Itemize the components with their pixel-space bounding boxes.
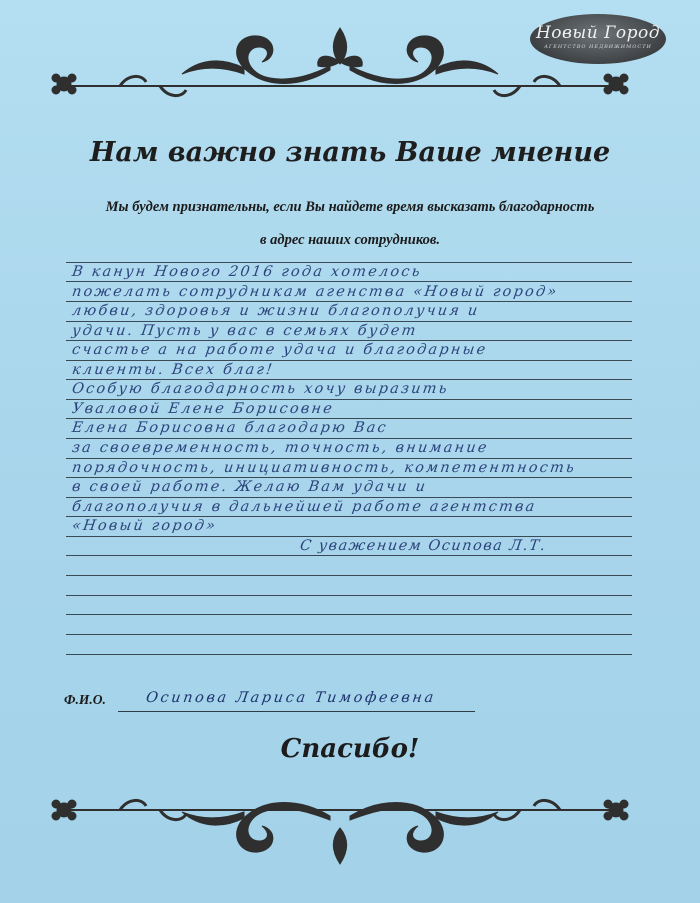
rule-line bbox=[66, 595, 632, 596]
rule-line bbox=[66, 516, 632, 517]
rule-line bbox=[66, 281, 632, 282]
company-logo bbox=[530, 14, 666, 64]
rule-line bbox=[66, 634, 632, 635]
rule-line bbox=[66, 321, 632, 322]
thanks-text: Спасибо! bbox=[280, 734, 420, 764]
rule-line bbox=[66, 399, 632, 400]
rule-line bbox=[66, 654, 632, 655]
handwritten-line: Особую благодарность хочу выразить bbox=[70, 381, 450, 397]
bottom-ornament bbox=[30, 780, 650, 870]
rule-line bbox=[66, 536, 632, 537]
handwritten-line: благополучия в дальнейшей работе агентства bbox=[70, 499, 538, 515]
rule-line bbox=[66, 497, 632, 498]
handwritten-line: любви, здоровья и жизни благополучия и bbox=[70, 303, 481, 319]
handwritten-line: В канун Нового 2016 года хотелось bbox=[70, 264, 423, 280]
handwritten-line: Уваловой Елене Борисовне bbox=[70, 401, 336, 417]
handwritten-line: клиенты. Всех благ! bbox=[70, 362, 276, 378]
rule-line bbox=[66, 262, 632, 263]
fio-value: Осипова Лариса Тимофеевна bbox=[144, 690, 437, 706]
rule-line bbox=[66, 301, 632, 302]
handwritten-line: счастье а на работе удача и благодарные bbox=[70, 342, 489, 358]
rule-line bbox=[66, 438, 632, 439]
rule-line bbox=[66, 555, 632, 556]
rule-line bbox=[66, 458, 632, 459]
handwritten-line: за своевременность, точность, внимание bbox=[70, 440, 490, 456]
subtitle-line-2: в адрес наших сотрудников. bbox=[260, 232, 440, 248]
logo-name: Новый Город bbox=[535, 23, 661, 43]
handwritten-line: Елена Борисовна благодарю Вас bbox=[70, 420, 389, 436]
rule-line bbox=[66, 340, 632, 341]
rule-line bbox=[66, 614, 632, 615]
signature-line: С уважением Осипова Л.Т. bbox=[298, 538, 548, 554]
handwritten-line: «Новый город» bbox=[70, 518, 219, 534]
subtitle-line-1: Мы будем признательны, если Вы найдете время высказать благодарность bbox=[105, 199, 595, 215]
rule-line bbox=[66, 418, 632, 419]
handwritten-line: в своей работе. Желаю Вам удачи и bbox=[70, 479, 429, 495]
handwritten-line: пожелать сотрудникам агенства «Новый город» bbox=[70, 284, 560, 300]
rule-line bbox=[66, 360, 632, 361]
rule-line bbox=[66, 379, 632, 380]
handwritten-line: удачи. Пусть у вас в семьях будет bbox=[70, 323, 419, 339]
fio-label: Ф.И.О. bbox=[64, 692, 106, 707]
logo-subtitle: АГЕНТСТВО НЕДВИЖИМОСТИ bbox=[544, 44, 652, 50]
rule-line bbox=[66, 477, 632, 478]
handwritten-line: порядочность, инициативность, компетентность bbox=[70, 460, 578, 476]
page-title: Нам важно знать Ваше мнение bbox=[89, 137, 611, 168]
rule-line bbox=[66, 575, 632, 576]
fio-underline bbox=[118, 711, 475, 712]
